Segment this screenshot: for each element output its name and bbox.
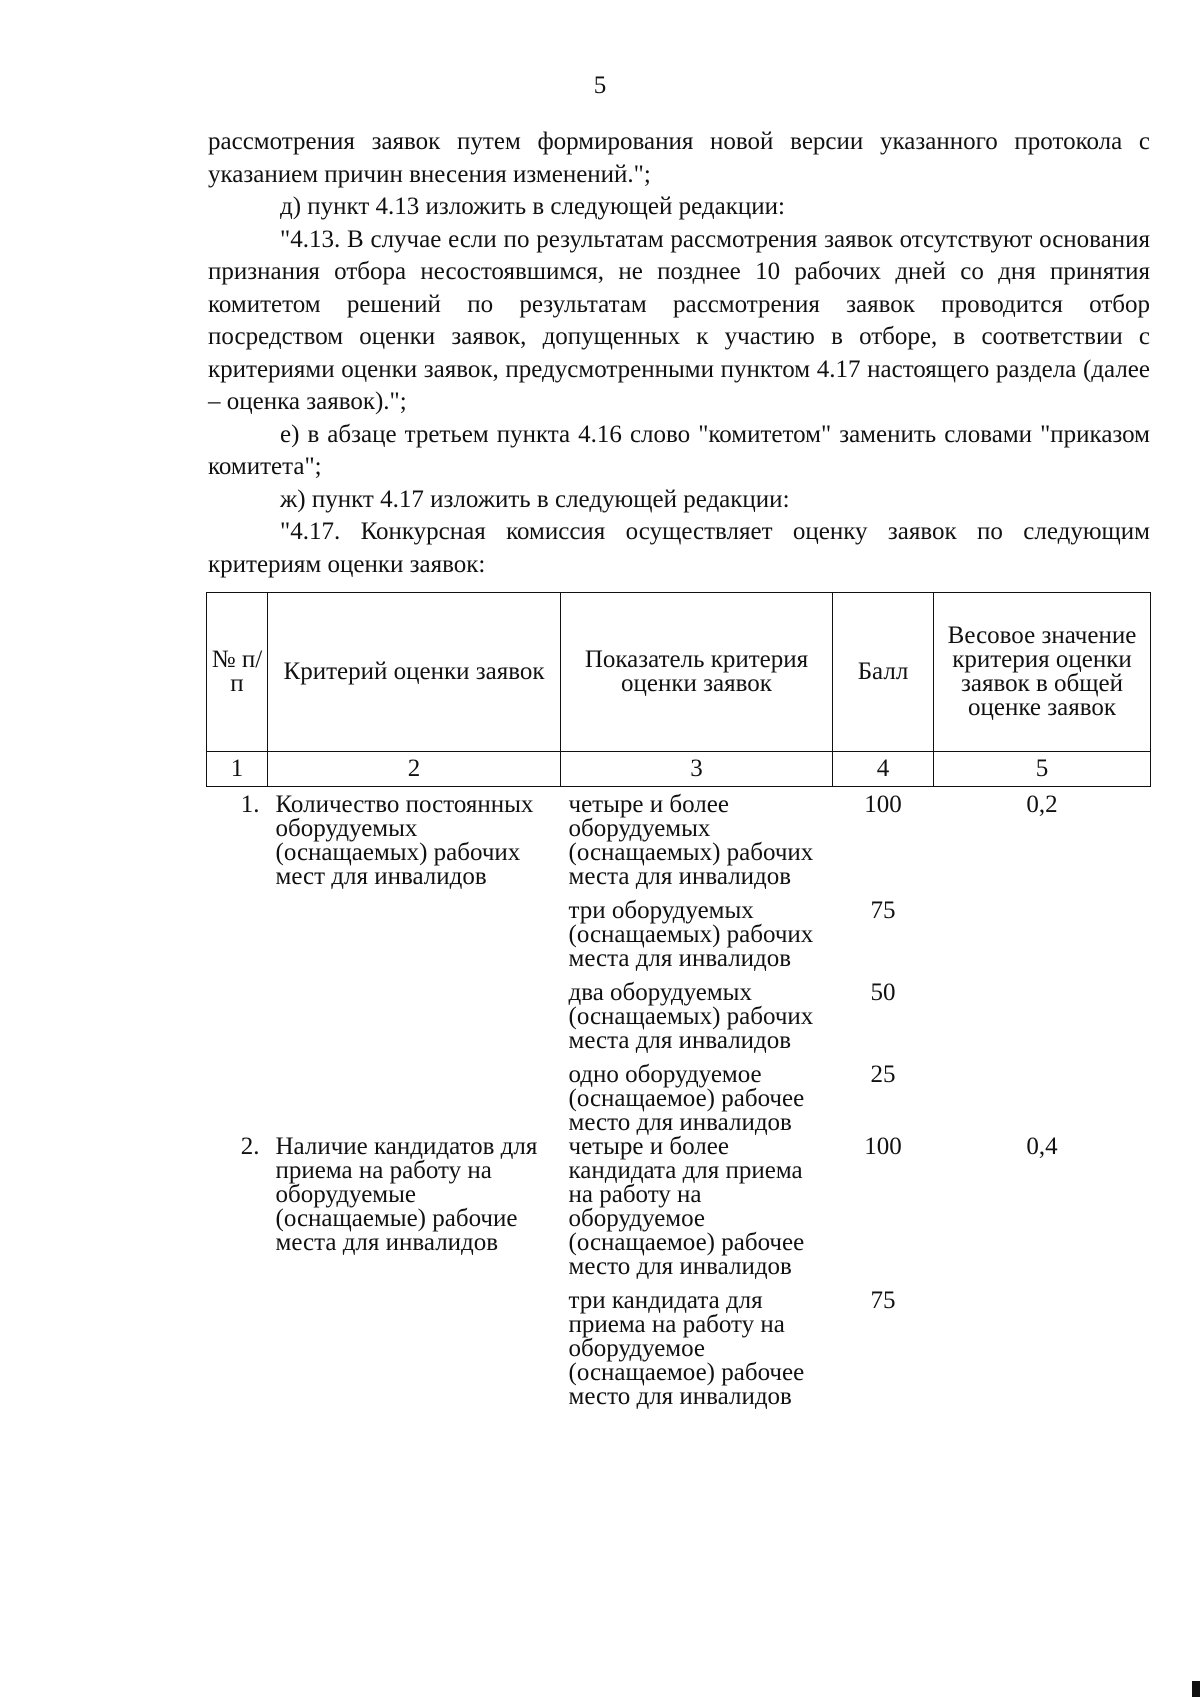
criterion-text: Наличие кандидатов для приема на работу на оборудуемые (оснащаемые) рабочие места для инвалидов [275, 1133, 538, 1256]
paragraph-item-e: е) в абзаце третьем пункта 4.16 слово "комитетом" заменить словами "приказом комитета"; [208, 420, 1150, 480]
paragraph-item-d: д) пункт 4.13 изложить в следующей редакции: [280, 193, 785, 220]
paragraph-clause-4-17: "4.17. Конкурсная комиссия осуществляет оценку заявок по следующим критериям оценки заявок: [208, 518, 1150, 578]
indicator-text: два оборудуемых (оснащаемых) рабочих места для инвалидов [568, 979, 814, 1054]
column-number-5: 5 [934, 752, 1151, 787]
score-value: 25 [870, 1061, 896, 1088]
score-value: 75 [870, 1287, 896, 1314]
weight-value: 0,2 [1026, 791, 1058, 818]
score-value: 50 [870, 979, 896, 1006]
column-number-4: 4 [833, 752, 934, 787]
indicator-text: одно оборудуемое (оснащаемое) рабочее место для инвалидов [568, 1061, 805, 1136]
paragraph-continuation: рассмотрения заявок путем формирования новой версии указанного протокола с указанием причин внесения изменений."; [208, 128, 1150, 188]
indicator-text: три оборудуемых (оснащаемых) рабочих места для инвалидов [568, 897, 814, 972]
score-value: 100 [864, 1133, 902, 1160]
header-criterion: Критерий оценки заявок [268, 593, 561, 752]
indicator-text: четыре и более оборудуемых (оснащаемых) рабочих места для инвалидов [568, 791, 814, 890]
column-number-3: 3 [561, 752, 833, 787]
page-number: 5 [593, 72, 607, 99]
header-score: Балл [833, 593, 934, 752]
indicator-text: четыре и более кандидата для приема на работу на оборудуемое (оснащаемое) рабочее место для инвалидов [568, 1133, 805, 1280]
table-row [207, 1135, 1151, 1289]
table-column-numbers-row [207, 752, 1151, 787]
header-weight: Весовое значение критерия оценки заявок в общей оценке заявок [934, 593, 1151, 752]
table-header-row [207, 593, 1151, 752]
paragraph-item-zh: ж) пункт 4.17 изложить в следующей редакции: [280, 485, 790, 513]
row-number: 2. [240, 1133, 260, 1160]
criteria-table [206, 592, 1151, 1409]
criterion-text: Количество постоянных оборудуемых (оснащаемых) рабочих мест для инвалидов [275, 791, 534, 890]
scan-artifact-mark [1192, 1681, 1200, 1697]
indicator-text: три кандидата для приема на работу на оборудуемое (оснащаемое) рабочее место для инвалидов [568, 1287, 805, 1410]
table-row [207, 787, 1151, 900]
column-number-1: 1 [207, 752, 268, 787]
column-number-2: 2 [268, 752, 561, 787]
header-indicator: Показатель критерия оценки заявок [561, 593, 833, 752]
header-number: № п/п [207, 593, 268, 752]
body-text [208, 126, 1150, 581]
score-value: 100 [864, 791, 902, 818]
weight-value: 0,4 [1026, 1133, 1058, 1160]
paragraph-clause-4-13: "4.13. В случае если по результатам рассмотрения заявок отсутствуют основания признания отбора несостоявшимся, не позднее 10 рабочих дней со дня принятия комитетом решений по результатам рассмотрения заявок проводится отбор посредством оценки заявок, допущенных к участию в отборе, в соответствии с критериями оценки заявок, предусмотренными пунктом 4.17 настоящего раздела (далее – оценка заявок)."; [208, 225, 1150, 415]
score-value: 75 [870, 897, 896, 924]
row-number: 1. [240, 791, 260, 818]
